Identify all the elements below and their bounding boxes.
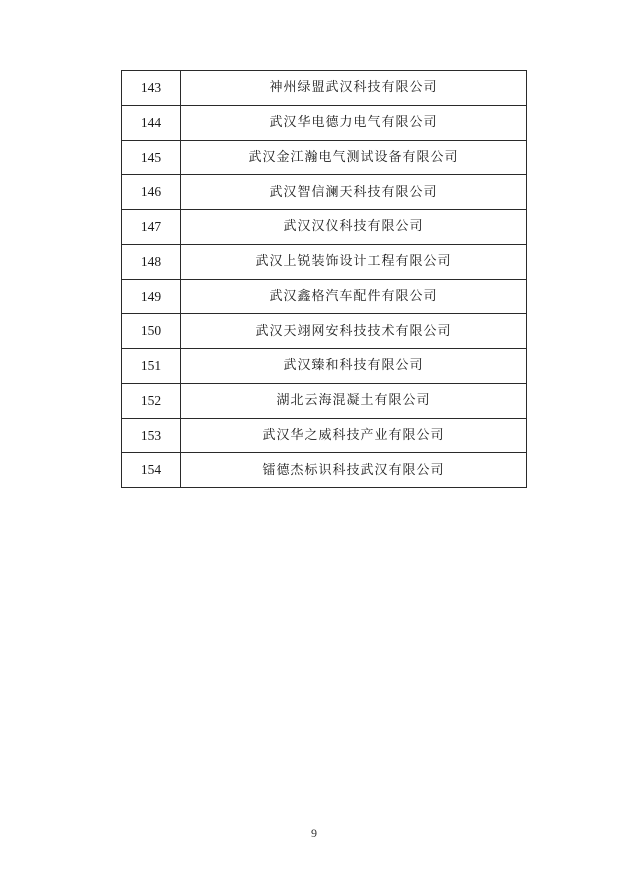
company-table-body [122, 71, 527, 488]
company-name: 武汉汉仪科技有限公司 [181, 210, 527, 245]
company-name: 神州绿盟武汉科技有限公司 [181, 71, 527, 106]
table-row [122, 418, 527, 453]
table-row [122, 71, 527, 106]
company-name: 武汉智信澜天科技有限公司 [181, 175, 527, 210]
row-number: 146 [122, 175, 181, 210]
table-row [122, 175, 527, 210]
table-row [122, 383, 527, 418]
row-number: 152 [122, 383, 181, 418]
row-number: 150 [122, 314, 181, 349]
table-row [122, 279, 527, 314]
company-name: 武汉天翊网安科技技术有限公司 [181, 314, 527, 349]
company-name: 武汉鑫格汽车配件有限公司 [181, 279, 527, 314]
row-number: 149 [122, 279, 181, 314]
company-name: 武汉金江瀚电气测试设备有限公司 [181, 140, 527, 175]
row-number: 153 [122, 418, 181, 453]
table-row [122, 210, 527, 245]
company-name: 武汉臻和科技有限公司 [181, 349, 527, 384]
row-number: 147 [122, 210, 181, 245]
company-name: 镭德杰标识科技武汉有限公司 [181, 453, 527, 488]
table-row [122, 244, 527, 279]
row-number: 154 [122, 453, 181, 488]
table-row [122, 314, 527, 349]
table-row [122, 140, 527, 175]
row-number: 145 [122, 140, 181, 175]
table-row [122, 349, 527, 384]
page-number: 9 [311, 826, 317, 840]
company-name: 武汉上锐装饰设计工程有限公司 [181, 244, 527, 279]
row-number: 143 [122, 71, 181, 106]
company-table [121, 70, 527, 488]
row-number: 151 [122, 349, 181, 384]
table-row [122, 105, 527, 140]
company-name: 武汉华之威科技产业有限公司 [181, 418, 527, 453]
table-row [122, 453, 527, 488]
company-name: 湖北云海混凝土有限公司 [181, 383, 527, 418]
row-number: 144 [122, 105, 181, 140]
company-name: 武汉华电德力电气有限公司 [181, 105, 527, 140]
row-number: 148 [122, 244, 181, 279]
